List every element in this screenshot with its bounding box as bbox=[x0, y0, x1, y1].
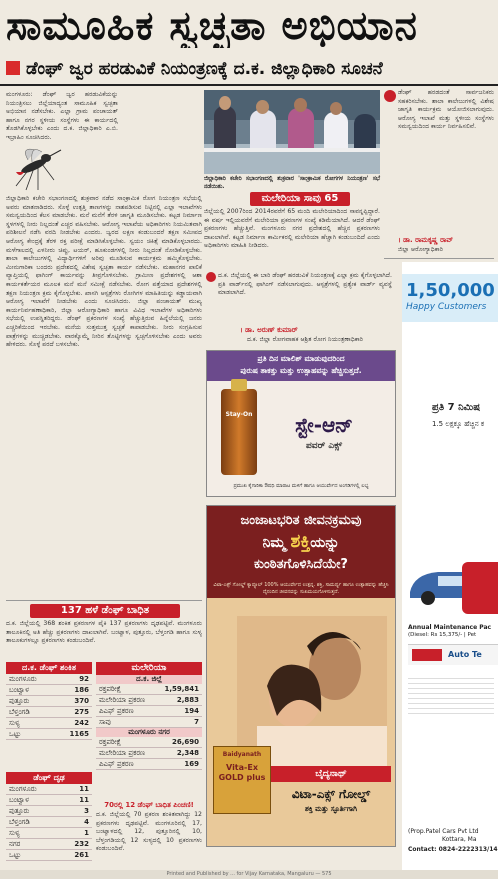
mosquito-illustration bbox=[6, 140, 62, 192]
confirmed-value: 232 bbox=[59, 839, 92, 850]
malaria-city-name: ಮಲೇರಿಯಾ ಪ್ರಕರಣ bbox=[96, 748, 161, 759]
malaria-rows-1 bbox=[96, 684, 202, 728]
malaria-district-value: 7 bbox=[156, 717, 202, 728]
malaria-city-row bbox=[96, 737, 202, 748]
dengue-cases-text bbox=[6, 620, 202, 658]
suspected-name: ಬಂಟ್ವಾಳ bbox=[6, 685, 55, 696]
confirmed-name: ಪುತ್ತೂರು bbox=[6, 806, 59, 817]
ad-right-maint-sub: (Diesel: Rs 15,375/- | Pet bbox=[408, 632, 477, 638]
malaria-section-2: ಮಂಗಳೂರು ನಗರ bbox=[96, 728, 202, 737]
ad-right bbox=[402, 262, 498, 872]
vitex-brand: ವಿಟಾ-ಎಕ್ಸ್ ಗೋಲ್ಡ್ bbox=[291, 787, 371, 801]
malaria-table-title: ಮಲೇರಿಯಾ bbox=[96, 662, 202, 675]
sidebar-quote-2-role: ದ.ಕ. ಜಿಲ್ಲಾ ರೋಗವಾಹಕ ಆಶ್ರಿತ ರೋಗ ನಿಯಂತ್ರಣಾಧಿಕಾರಿ bbox=[246, 336, 364, 343]
confirmed-value: 261 bbox=[59, 850, 92, 861]
confirmed-title: ಡೆಂಘ್ ದೃಢ bbox=[6, 772, 92, 784]
article-intro bbox=[6, 91, 118, 145]
quote-icon bbox=[384, 90, 396, 102]
suspected-title: ದ.ಕ. ಡೆಂಘ್ ಶಂಕಿತ bbox=[6, 662, 92, 674]
suspected-value: 275 bbox=[55, 707, 92, 718]
confirmed-value: 3 bbox=[59, 806, 92, 817]
sidebar-quote-1-author: । ಡಾ. ರಾಮಕೃಷ್ಣ ರಾವ್ bbox=[398, 236, 454, 244]
confirmed-row bbox=[6, 850, 92, 861]
suspected-name: ಪುತ್ತೂರು bbox=[6, 696, 55, 707]
suspected-name: ಸುಳ್ಯ bbox=[6, 718, 55, 729]
malaria-district-row bbox=[96, 695, 202, 706]
sub-headline bbox=[6, 58, 494, 80]
confirmed-row bbox=[6, 784, 92, 795]
page-headline: ಸಾಮೂಹಿಕ ಸ್ವಚ್ಛತಾ ಅಭಿಯಾನ bbox=[6, 4, 418, 48]
rule-top bbox=[0, 84, 498, 86]
stayon-brand: ಸ್ಟೇ-ಆನ್ bbox=[295, 413, 353, 437]
chikungunya-title: 70ರಲ್ಲಿ 12 ಡೆಂಘ್ ಬಾಧಿತ ಪಿಂಚಣಿ! bbox=[104, 801, 194, 809]
confirmed-row bbox=[6, 817, 92, 828]
stayon-sub: ಪವರ್ ಎಕ್ಸ್ bbox=[306, 441, 342, 451]
malaria-district-value: 1,59,841 bbox=[156, 684, 202, 695]
footer-strip: Printed and Published by ... for Vijay Karnataka, Mangaluru — 575 bbox=[0, 870, 498, 879]
confirmed-name: ಒಟ್ಟು bbox=[6, 850, 59, 861]
article-intro-text: ಮಂಗಳೂರು: ಡೆಂಘ್ ಜ್ವರ ಹರಡುವಿಕೆಯನ್ನು ನಿಯಂತ್ರಿಸಲು ಜಿಲ್ಲೆಯಾದ್ಯಂತ ಸಾಮೂಹಿಕ ಸ್ವಚ್ಛತಾ ಅಭಿಯಾನ ನಡೆಸಬೇಕು. ಎಲ್ಲಾ ಗ್ರಾಮ ಪಂಚಾಯತ್ ಹಾಗೂ ನಗರ ಸ್ಥಳೀಯ ಸಂಸ್ಥೆಗಳು ಈ ಕಾರ್ಯದಲ್ಲಿ ತೊಡಗಿಕೊಳ್ಳಬೇಕು ಎಂದು ದ.ಕ. ಜಿಲ್ಲಾಧಿಕಾರಿ ಎ.ಬಿ. ಇಬ್ರಾಹಿಂ ಸೂಚಿಸಿದರು. bbox=[6, 91, 118, 141]
suspected-name: ಒಟ್ಟು bbox=[6, 729, 55, 740]
malaria-city-value: 2,348 bbox=[161, 748, 202, 759]
article-column-1-text: ಜಿಲ್ಲಾಧಿಕಾರಿ ಕಚೇರಿ ಸಭಾಂಗಣದಲ್ಲಿ ಶುಕ್ರವಾರ ನಡೆದ ಸಾಂಕ್ರಾಮಿಕ ರೋಗ ನಿಯಂತ್ರಣ ಸಭೆಯಲ್ಲಿ ಅವರು ಮಾತನಾಡಿದರು. ಸೊಳ್ಳೆ ಉತ್ಪತ್ತಿ ತಾಣಗಳನ್ನು ನಾಶಪಡಿಸುವ ನಿಟ್ಟಿನಲ್ಲಿ ಎಲ್ಲಾ ಇಲಾಖೆಗಳು ಸಮನ್ವಯದಿಂದ ಕೆಲಸ ಮಾಡಬೇಕು. ಮನೆ ಮನೆಗೆ ತೆರಳಿ ಜಾಗೃತಿ ಮೂಡಿಸಬೇಕು. ಕಟ್ಟಡ ನಿರ್ಮಾಣ ಸ್ಥಳಗಳಲ್ಲಿ ನೀರು ನಿಲ್ಲದಂತೆ ಎಚ್ಚರ ವಹಿಸಬೇಕು. ಆರೋಗ್ಯ ಇಲಾಖೆಯ ಅಧಿಕಾರಿಗಳು ನಿಯಮಿತವಾಗಿ ಪರಿಶೀಲನೆ ನಡೆಸಿ ವರದಿ ನೀಡಬೇಕು ಎಂದರು. ಜ್ವರದ ಲಕ್ಷಣ ಕಂಡುಬಂದರೆ ತಕ್ಷಣ ಸಮೀಪದ ಆರೋಗ್ಯ ಕೇಂದ್ರಕ್ಕೆ ತೆರಳಿ ರಕ್ತ ಪರೀಕ್ಷೆ ಮಾಡಿಸಿಕೊಳ್ಳಬೇಕು. ಸ್ವಯಂ ಚಿಕಿತ್ಸೆ ಮಾಡಿಕೊಳ್ಳಬಾರದು. ಮಳೆಗಾಲದಲ್ಲಿ ಎಳನೀರು ಚಿಪ್ಪು, ಟಯರ್, ಹೂಕುಂಡಗಳಲ್ಲಿ ನೀರು ನಿಲ್ಲದಂತೆ ನೋಡಿಕೊಳ್ಳಬೇಕು. ಶಾಲಾ ಕಾಲೇಜುಗಳಲ್ಲಿ ವಿದ್ಯಾರ್ಥಿಗಳಿಗೆ ಅರಿವು ಮೂಡಿಸುವ ಕಾರ್ಯಕ್ರಮ ಹಮ್ಮಿಕೊಳ್ಳಬೇಕು. ಮೀನುಗಾರಿಕಾ ಬಂದರು ಪ್ರದೇಶದಲ್ಲಿ ವಿಶೇಷ ಸ್ವಚ್ಛತಾ ಕಾರ್ಯ ನಡೆಸಬೇಕು. ಮಹಾನಗರ ಪಾಲಿಕೆ ವ್ಯಾಪ್ತಿಯಲ್ಲಿ ಫಾಗಿಂಗ್ ಕಾರ್ಯವನ್ನು ತೀವ್ರಗೊಳಿಸಬೇಕು. ಗ್ರಾಮೀಣ ಪ್ರದೇಶಗಳಲ್ಲಿ ಆಶಾ ಕಾರ್ಯಕರ್ತೆಯರ ಮೂಲಕ ಮನೆ ಮನೆ ಸಮೀಕ್ಷೆ ನಡೆಸಬೇಕು. ರೋಗ ಪತ್ತೆಯಾದ ಪ್ರದೇಶಗಳಲ್ಲಿ ತಕ್ಷಣ ನಿಯಂತ್ರಣ ಕ್ರಮ ಕೈಗೊಳ್ಳಬೇಕು. ಖಾಸಗಿ ಆಸ್ಪತ್ರೆಗಳು ರೋಗಿಗಳ ಮಾಹಿತಿಯನ್ನು ಕಡ್ಡಾಯವಾಗಿ ಆರೋಗ್ಯ ಇಲಾಖೆಗೆ ನೀಡಬೇಕು ಎಂದು ಸೂಚಿಸಿದರು. ಜಿಲ್ಲಾ ಪಂಚಾಯತ್ ಮುಖ್ಯ ಕಾರ್ಯನಿರ್ವಹಣಾಧಿಕಾರಿ, ಜಿಲ್ಲಾ ಆರೋಗ್ಯಾಧಿಕಾರಿ ಹಾಗೂ ವಿವಿಧ ಇಲಾಖೆಗಳ ಅಧಿಕಾರಿಗಳು ಸಭೆಯಲ್ಲಿ ಉಪಸ್ಥಿತರಿದ್ದರು. ಡೆಂಘ್ ಪ್ರಕರಣಗಳ ಸಂಖ್ಯೆ ಹೆಚ್ಚುತ್ತಿರುವ ಹಿನ್ನೆಲೆಯಲ್ಲಿ ಜನರು ಎಚ್ಚರಿಕೆಯಿಂದ ಇರಬೇಕು. ಮನೆಯ ಸುತ್ತಮುತ್ತ ಸ್ವಚ್ಛತೆ ಕಾಪಾಡಬೇಕು. ನೀರು ಸಂಗ್ರಹಿಸುವ ಪಾತ್ರೆಗಳನ್ನು ಮುಚ್ಚಿಡಬೇಕು. ವಾರಕ್ಕೊಮ್ಮೆ ನೀರಿನ ತೊಟ್ಟಿಗಳನ್ನು ಸ್ವಚ್ಛಗೊಳಿಸಬೇಕು ಎಂದು ಅವರು ಹೇಳಿದರು. ಸೊಳ್ಳೆ ಪರದೆ ಬಳಸಬೇಕು. bbox=[6, 195, 202, 349]
suspected-name: ಬೆಳ್ತಂಗಡಿ bbox=[6, 707, 55, 718]
sidebar-quote-2-author: । ಡಾ. ಅರುಣ್ ಕುಮಾರ್ bbox=[240, 326, 298, 334]
vitex-couple-photo bbox=[237, 616, 387, 766]
malaria-section-1: ದ.ಕ. ಜಿಲ್ಲೆ bbox=[96, 675, 202, 684]
vitex-line-3: ಕುಂಠಿತಗೊಳಿಸಿದೆಯೇ? bbox=[254, 557, 348, 572]
stayon-top-line-1: ಪ್ರತಿ ದಿನ ಮಾಲಿಶ್ ಮಾಡುವುದರಿಂದ bbox=[257, 354, 345, 363]
confirmed-row bbox=[6, 806, 92, 817]
dengue-cases-title: 137 ಹಳೆ ಡೆಂಘ್ ಬಾಧಿತ bbox=[30, 604, 180, 618]
ad-stayon bbox=[206, 350, 396, 497]
ad-right-footer-1: (Prop.Patel Cars Pvt Ltd bbox=[408, 828, 479, 835]
suspected-row bbox=[6, 685, 92, 696]
malaria-rows-2 bbox=[96, 737, 202, 770]
ad-right-contact: Contact: 0824-2222313/14 bbox=[408, 846, 498, 853]
ad-right-fineprint bbox=[408, 674, 494, 714]
ad-right-line-1: ಪ್ರತಿ 7 ನಿಮಿಷ bbox=[432, 402, 480, 413]
stayon-footer: ಪ್ರಮುಖ ಕೈಗಾರಿಕಾ ಔಷಧಿ ಮಾರಾಟ ಮಳಿಗೆ ಹಾಗೂ ಆಯುರ್ವೇದ ಅಂಗಡಿಗಳಲ್ಲಿ ಲಭ್ಯ bbox=[233, 483, 369, 489]
ad-right-logo-strip bbox=[408, 644, 498, 665]
photo-caption: ಜಿಲ್ಲಾಧಿಕಾರಿ ಕಚೇರಿ ಸಭಾಂಗಣದಲ್ಲಿ ಶುಕ್ರವಾರ 'ಸಾಂಕ್ರಾಮಿಕ ರೋಗಗಳ ನಿಯಂತ್ರಣ' ಸಭೆ ನಡೆಯಿತು. bbox=[204, 176, 380, 190]
sidebar-quote-1 bbox=[398, 89, 494, 229]
malaria-district-row bbox=[96, 706, 202, 717]
suspected-rows bbox=[6, 674, 92, 740]
suspected-table bbox=[6, 662, 92, 740]
malaria-district-name: ರಕ್ತಪರೀಕ್ಷೆ bbox=[96, 684, 156, 695]
sidebar-quote-2 bbox=[218, 272, 392, 318]
malaria-deaths-body: ಜಿಲ್ಲೆಯಲ್ಲಿ 2007ರಿಂದ 2014ರವರೆಗೆ 65 ಮಂದಿ ಮಲೇರಿಯಾದಿಂದ ಸಾವನ್ನಪ್ಪಿದ್ದಾರೆ. ಈ ವರ್ಷ ಇಲ್ಲಿಯವರೆಗೆ ಮಲೇರಿಯಾ ಪ್ರಕರಣಗಳ ಸಂಖ್ಯೆ ಕಡಿಮೆಯಾಗಿದೆ. ಆದರೆ ಡೆಂಘ್ ಪ್ರಕರಣಗಳು ಹೆಚ್ಚುತ್ತಿವೆ. ಮಂಗಳೂರು ನಗರ ಪ್ರದೇಶದಲ್ಲಿ ಹೆಚ್ಚಿನ ಪ್ರಕರಣಗಳು ದಾಖಲಾಗಿವೆ. ಕಟ್ಟಡ ನಿರ್ಮಾಣ ಕಾರ್ಮಿಕರಲ್ಲಿ ಮಲೇರಿಯಾ ಹೆಚ್ಚಾಗಿ ಕಂಡುಬಂದಿದೆ ಎಂದು ಅಧಿಕಾರಿಗಳು ಮಾಹಿತಿ ನೀಡಿದರು. bbox=[204, 208, 380, 250]
ad-right-brand: Auto Te bbox=[448, 650, 482, 659]
ad-right-happy: Happy Customers bbox=[406, 302, 487, 312]
sidebar-quote-1-text: ಡೆಂಘ್ ಹರಡದಂತೆ ಸಾರ್ವಜನಿಕರು ಸಹಕರಿಸಬೇಕು. ಶಾಲಾ ಕಾಲೇಜುಗಳಲ್ಲಿ ವಿಶೇಷ ಜಾಗೃತಿ ಕಾರ್ಯಕ್ರಮ ಆಯೋಜಿಸಲಾಗುವುದು. ಆರೋಗ್ಯ ಇಲಾಖೆ ಮತ್ತು ಸ್ಥಳೀಯ ಸಂಸ್ಥೆಗಳು ಸಮನ್ವಯದಿಂದ ಕಾರ್ಯ ನಿರ್ವಹಿಸಲಿವೆ. bbox=[398, 89, 494, 131]
ad-right-maint-title: Annual Maintenance Pac bbox=[408, 624, 492, 631]
vitex-line-2 bbox=[209, 532, 393, 553]
confirmed-row bbox=[6, 839, 92, 850]
article-column-1 bbox=[6, 195, 202, 597]
vitex-body: ವಿಟಾ-ಎಕ್ಸ್ ಗೋಲ್ಡ್ ಕ್ಯಾಪ್ಸೂಲ್ 100% ಆಯುರ್ವೇದ ಉತ್ಪನ್ನ. ಶಕ್ತಿ, ಸಾಮರ್ಥ್ಯ ಹಾಗೂ ಉತ್ಸಾಹವನ್ನು ಹೆಚ್ಚಿಸಿ ದೈನಂದಿನ ಜೀವನವನ್ನು ಸುಖಮಯಗೊಳಿಸುತ್ತದೆ. bbox=[213, 582, 389, 595]
confirmed-row bbox=[6, 795, 92, 806]
vitex-shakti: ಶಕ್ತಿ bbox=[290, 531, 311, 552]
confirmed-name: ಮಂಗಳೂರು bbox=[6, 784, 59, 795]
sub-headline-text: ಡೆಂಘ್ ಜ್ವರ ಹರಡುವಿಕೆ ನಿಯಂತ್ರಣಕ್ಕೆ ದ.ಕ. ಜಿಲ್ಲಾಧಿಕಾರಿ ಸೂಚನೆ bbox=[26, 59, 383, 79]
suspected-row bbox=[6, 696, 92, 707]
vitex-pack bbox=[213, 746, 271, 814]
vitex-pack-brand: Baidyanath bbox=[222, 751, 262, 758]
malaria-city-value: 169 bbox=[161, 759, 202, 770]
meeting-photo bbox=[204, 90, 380, 174]
suspected-value: 92 bbox=[55, 674, 92, 685]
confirmed-row bbox=[6, 828, 92, 839]
stayon-bottle bbox=[221, 389, 257, 475]
confirmed-name: ಬೆಳ್ತಂಗಡಿ bbox=[6, 817, 59, 828]
confirmed-value: 4 bbox=[59, 817, 92, 828]
sidebar-quote-2-text: ದ.ಕ. ಜಿಲ್ಲೆಯಲ್ಲಿ ಈ ಬಾರಿ ಡೆಂಘ್ ಹರಡುವಿಕೆ ನಿಯಂತ್ರಣಕ್ಕೆ ಎಲ್ಲಾ ಕ್ರಮ ಕೈಗೊಳ್ಳಲಾಗಿದೆ. ಪ್ರತಿ ವಾರ್ಡ್‌ನಲ್ಲಿ ಫಾಗಿಂಗ್ ನಡೆಸಲಾಗುವುದು. ಆಸ್ಪತ್ರೆಗಳಲ್ಲಿ ಪ್ರತ್ಯೇಕ ವಾರ್ಡ್ ವ್ಯವಸ್ಥೆ ಮಾಡಲಾಗಿದೆ. bbox=[218, 272, 392, 297]
ad-right-number: 1,50,000 bbox=[406, 280, 495, 301]
vitex-line-2a: ನಿಮ್ಮ bbox=[262, 535, 291, 551]
malaria-city-name: ರಕ್ತಪರೀಕ್ಷೆ bbox=[96, 737, 161, 748]
confirmed-rows bbox=[6, 784, 92, 861]
vitex-tag: ಶಕ್ತಿ ಮತ್ತು ಸ್ಫೂರ್ತಿಗಾಗಿ bbox=[305, 805, 357, 813]
ad-right-line-2: 1.5 ಲಕ್ಷಕ್ಕೂ ಹೆಚ್ಚಿನ ಕ bbox=[432, 420, 484, 428]
left-divider bbox=[6, 600, 202, 601]
confirmed-value: 1 bbox=[59, 828, 92, 839]
confirmed-table bbox=[6, 772, 92, 861]
malaria-deaths-text bbox=[204, 208, 380, 268]
confirmed-name: ಸುಳ್ಯ bbox=[6, 828, 59, 839]
confirmed-value: 11 bbox=[59, 784, 92, 795]
ad-right-red-car bbox=[462, 562, 498, 614]
malaria-district-row bbox=[96, 684, 202, 695]
suspected-name: ಮಂಗಳೂರು bbox=[6, 674, 55, 685]
malaria-city-row bbox=[96, 759, 202, 770]
confirmed-value: 11 bbox=[59, 795, 92, 806]
confirmed-name: ನಗರ bbox=[6, 839, 59, 850]
malaria-district-value: 194 bbox=[156, 706, 202, 717]
vitex-line-2c: ಯನ್ನು bbox=[310, 535, 340, 551]
suspected-row bbox=[6, 674, 92, 685]
malaria-city-name: ಪಿಎಫ್ ಪ್ರಕರಣ bbox=[96, 759, 161, 770]
red-square-bullet bbox=[6, 61, 20, 75]
stayon-top-line-2: ಪುರುಷ ತಾಕತ್ತು ಮತ್ತು ಉತ್ಸಾಹವನ್ನು ಹೆಚ್ಚಿಸುತ್ತದೆ. bbox=[240, 366, 362, 375]
chikungunya-body: ದ.ಕ. ಜಿಲ್ಲೆಯಲ್ಲಿ 70 ಪ್ರಕರಣ ಶಂಕಿತವಾಗಿದ್ದು 12 ಪ್ರಕರಣಗಳು ದೃಢಪಟ್ಟಿವೆ. ಮಂಗಳೂರಿನಲ್ಲಿ 17, ಬಂಟ್ವಾಳದಲ್ಲಿ 12, ಪುತ್ತೂರಿನಲ್ಲಿ 10, ಬೆಳ್ತಂಗಡಿಯಲ್ಲಿ 12 ಸುಳ್ಯದಲ್ಲಿ 10 ಪ್ರಕರಣಗಳು ಕಂಡುಬಂದಿವೆ. bbox=[96, 811, 202, 853]
malaria-district-value: 2,883 bbox=[156, 695, 202, 706]
malaria-district-row bbox=[96, 717, 202, 728]
suspected-row bbox=[6, 718, 92, 729]
suspected-row bbox=[6, 729, 92, 740]
malaria-deaths-title: ಮಲೇರಿಯಾ ಸಾವು 65 bbox=[250, 192, 350, 206]
malaria-city-value: 26,690 bbox=[161, 737, 202, 748]
malaria-district-name: ಮಲೇರಿಯಾ ಪ್ರಕರಣ bbox=[96, 695, 156, 706]
sidebar-divider bbox=[384, 258, 494, 259]
stayon-bottle-label: Stay-On bbox=[225, 411, 253, 418]
vitex-line-1: ಜಂಜಾಟಭರಿತ ಜೀವನಕ್ರಮವು bbox=[240, 513, 362, 528]
vitex-brand-top: ಬೈದ್ಯನಾಥ್ bbox=[271, 766, 391, 782]
suspected-value: 242 bbox=[55, 718, 92, 729]
chikungunya-text bbox=[96, 811, 202, 871]
ad-right-footer-2: Kottara, Ma bbox=[442, 836, 477, 843]
suspected-value: 186 bbox=[55, 685, 92, 696]
dengue-cases-body: ದ.ಕ. ಜಿಲ್ಲೆಯಲ್ಲಿ 368 ಶಂಕಿತ ಪ್ರಕರಣಗಳ ಪೈಕಿ 137 ಪ್ರಕರಣಗಳು ದೃಢಪಟ್ಟಿವೆ. ಮಂಗಳೂರು ತಾಲೂಕಿನಲ್ಲಿ ಅತಿ ಹೆಚ್ಚು ಪ್ರಕರಣಗಳು ದಾಖಲಾಗಿವೆ. ಬಂಟ್ವಾಳ, ಪುತ್ತೂರು, ಬೆಳ್ತಂಗಡಿ ಹಾಗೂ ಸುಳ್ಯ ತಾಲೂಕುಗಳಲ್ಲೂ ಪ್ರಕರಣಗಳು ಕಂಡುಬಂದಿವೆ. bbox=[6, 620, 202, 645]
confirmed-name: ಬಂಟ್ವಾಳ bbox=[6, 795, 59, 806]
suspected-value: 370 bbox=[55, 696, 92, 707]
ad-vitex bbox=[206, 505, 396, 847]
suspected-value: 1165 bbox=[55, 729, 92, 740]
malaria-district-name: ಪಿಎಫ್ ಪ್ರಕರಣ bbox=[96, 706, 156, 717]
malaria-district-name: ಸಾವು bbox=[96, 717, 156, 728]
malaria-table bbox=[96, 662, 202, 770]
vitex-pack-label: Vita-Ex GOLD plus bbox=[218, 763, 266, 782]
sidebar-quote-1-role: ಜಿಲ್ಲಾ ಆರೋಗ್ಯಾಧಿಕಾರಿ bbox=[398, 246, 444, 253]
suspected-row bbox=[6, 707, 92, 718]
malaria-city-row bbox=[96, 748, 202, 759]
quote-icon-2 bbox=[206, 272, 216, 282]
